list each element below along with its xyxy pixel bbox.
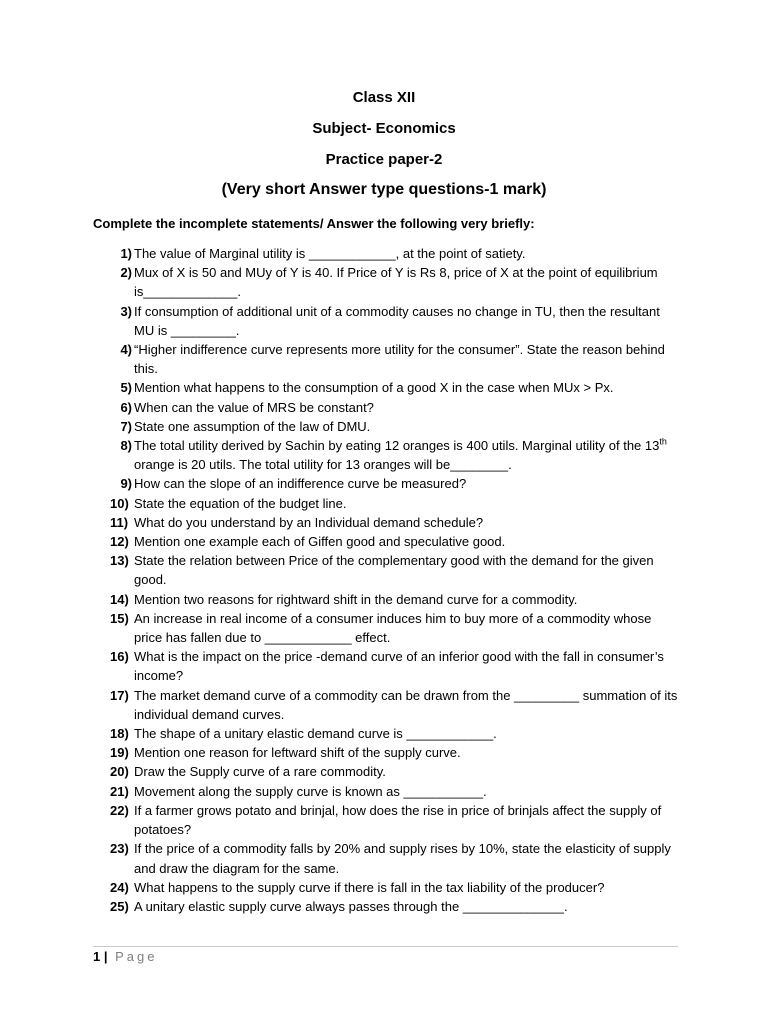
question-text-continued: orange is 20 utils. The total utility for 13 oranges will be________. [134, 457, 512, 473]
question-text: State one assumption of the law of DMU. [134, 418, 371, 434]
question-item [0, 474, 682, 493]
question-item [0, 436, 682, 474]
question-text: What is the impact on the price -demand curve of an inferior good with the fall in consumer’s income? [134, 649, 664, 684]
question-number: 4) [120, 342, 132, 358]
question-number: 24) [110, 879, 129, 895]
question-item [0, 609, 682, 647]
question-superscript: th [659, 436, 667, 447]
question-item [0, 398, 682, 417]
question-item [0, 897, 682, 916]
question-item [0, 590, 682, 609]
question-text: What happens to the supply curve if there is fall in the tax liability of the producer? [134, 879, 605, 895]
question-text: Mention one example each of Giffen good and speculative good. [134, 534, 506, 550]
question-list [0, 244, 768, 916]
question-item [0, 878, 682, 897]
question-text: Movement along the supply curve is known as ___________. [134, 783, 487, 799]
question-text: How can the slope of an indifference curve be measured? [134, 476, 467, 492]
question-text: Mention what happens to the consumption of a good X in the case when MUx > Px. [134, 380, 614, 396]
instruction-text: Complete the incomplete statements/ Answer the following very briefly: [93, 216, 535, 231]
question-number: 11) [110, 514, 129, 530]
question-text: The total utility derived by Sachin by eating 12 oranges is 400 utils. Marginal utility of the 13 [134, 438, 660, 454]
question-text: The market demand curve of a commodity can be drawn from the _________ summation of its individual demand curves. [134, 687, 678, 722]
question-text: If the price of a commodity falls by 20% and supply rises by 10%, state the elasticity of supply and draw the diagram for the same. [134, 841, 671, 876]
document-header [0, 88, 768, 200]
question-text: An increase in real income of a consumer induces him to buy more of a commodity whose price has fallen due to ____________ effect. [134, 610, 652, 646]
question-item [0, 532, 682, 551]
question-number: 23) [110, 841, 129, 857]
question-number: 14) [110, 591, 129, 607]
question-item [0, 378, 682, 397]
question-item [0, 839, 682, 877]
question-text: Draw the Supply curve of a rare commodity. [134, 764, 386, 780]
question-number: 15) [110, 610, 129, 626]
question-item [0, 724, 682, 743]
footer-divider [93, 946, 678, 947]
question-item [0, 494, 682, 513]
paper-title: Practice paper-2 [325, 151, 443, 168]
question-number: 12) [110, 534, 129, 550]
question-item [0, 782, 682, 801]
question-text: State the equation of the budget line. [134, 495, 347, 511]
question-number: 21) [110, 783, 129, 799]
question-number: 17) [110, 687, 129, 703]
page-footer [93, 948, 158, 966]
question-text: If a farmer grows potato and brinjal, how does the rise in price of brinjals affect the supply of potatoes? [134, 802, 662, 838]
footer-separator: | [103, 949, 108, 964]
subject-title: Subject- Economics [312, 120, 456, 137]
question-text: State the relation between Price of the complementary good with the demand for the given good. [134, 553, 654, 588]
question-number: 20) [110, 764, 129, 780]
question-item [0, 302, 682, 340]
question-text: When can the value of MRS be constant? [134, 399, 374, 415]
class-title: Class XII [352, 89, 416, 106]
question-number: 19) [110, 745, 129, 761]
question-text: Mux of X is 50 and MUy of Y is 40. If Price of Y is Rs 8, price of X at the point of equilibrium is_____________. [134, 265, 658, 300]
question-item [0, 513, 682, 532]
question-item [0, 417, 682, 436]
section-title: (Very short Answer type questions-1 mark) [221, 181, 547, 198]
question-number: 5) [120, 380, 132, 396]
question-text: The shape of a unitary elastic demand curve is ____________. [134, 726, 497, 742]
question-number: 18) [110, 726, 129, 742]
page-number: 1 [93, 949, 101, 964]
question-item [0, 686, 682, 724]
question-number: 16) [110, 649, 129, 665]
question-number: 7) [120, 418, 132, 434]
question-number: 22) [110, 802, 129, 818]
question-number: 9) [120, 476, 132, 492]
question-item [0, 762, 682, 781]
question-item [0, 647, 682, 685]
page-label: Page [115, 949, 158, 964]
question-number: 8) [120, 438, 132, 454]
question-text: If consumption of additional unit of a commodity causes no change in TU, then the resultant MU is _________. [134, 303, 660, 338]
question-text: Mention one reason for leftward shift of the supply curve. [134, 745, 461, 761]
question-text: What do you understand by an Individual demand schedule? [134, 514, 484, 530]
question-number: 25) [110, 898, 129, 914]
question-text: A unitary elastic supply curve always passes through the ______________. [134, 898, 568, 914]
question-number: 1) [120, 246, 132, 261]
question-number: 3) [120, 303, 132, 319]
question-number: 6) [120, 399, 132, 415]
question-item [0, 551, 682, 589]
question-number: 2) [120, 265, 132, 281]
question-text: Mention two reasons for rightward shift in the demand curve for a commodity. [134, 591, 578, 607]
question-item [0, 801, 682, 839]
question-text: The value of Marginal utility is ____________, at the point of satiety. [134, 246, 526, 261]
question-item [0, 244, 682, 263]
question-number: 13) [110, 553, 129, 569]
question-number: 10) [110, 495, 129, 511]
question-item [0, 340, 682, 378]
question-item [0, 263, 682, 301]
question-text: “Higher indifference curve represents more utility for the consumer”. State the reason behind this. [134, 342, 665, 377]
question-item [0, 743, 682, 762]
